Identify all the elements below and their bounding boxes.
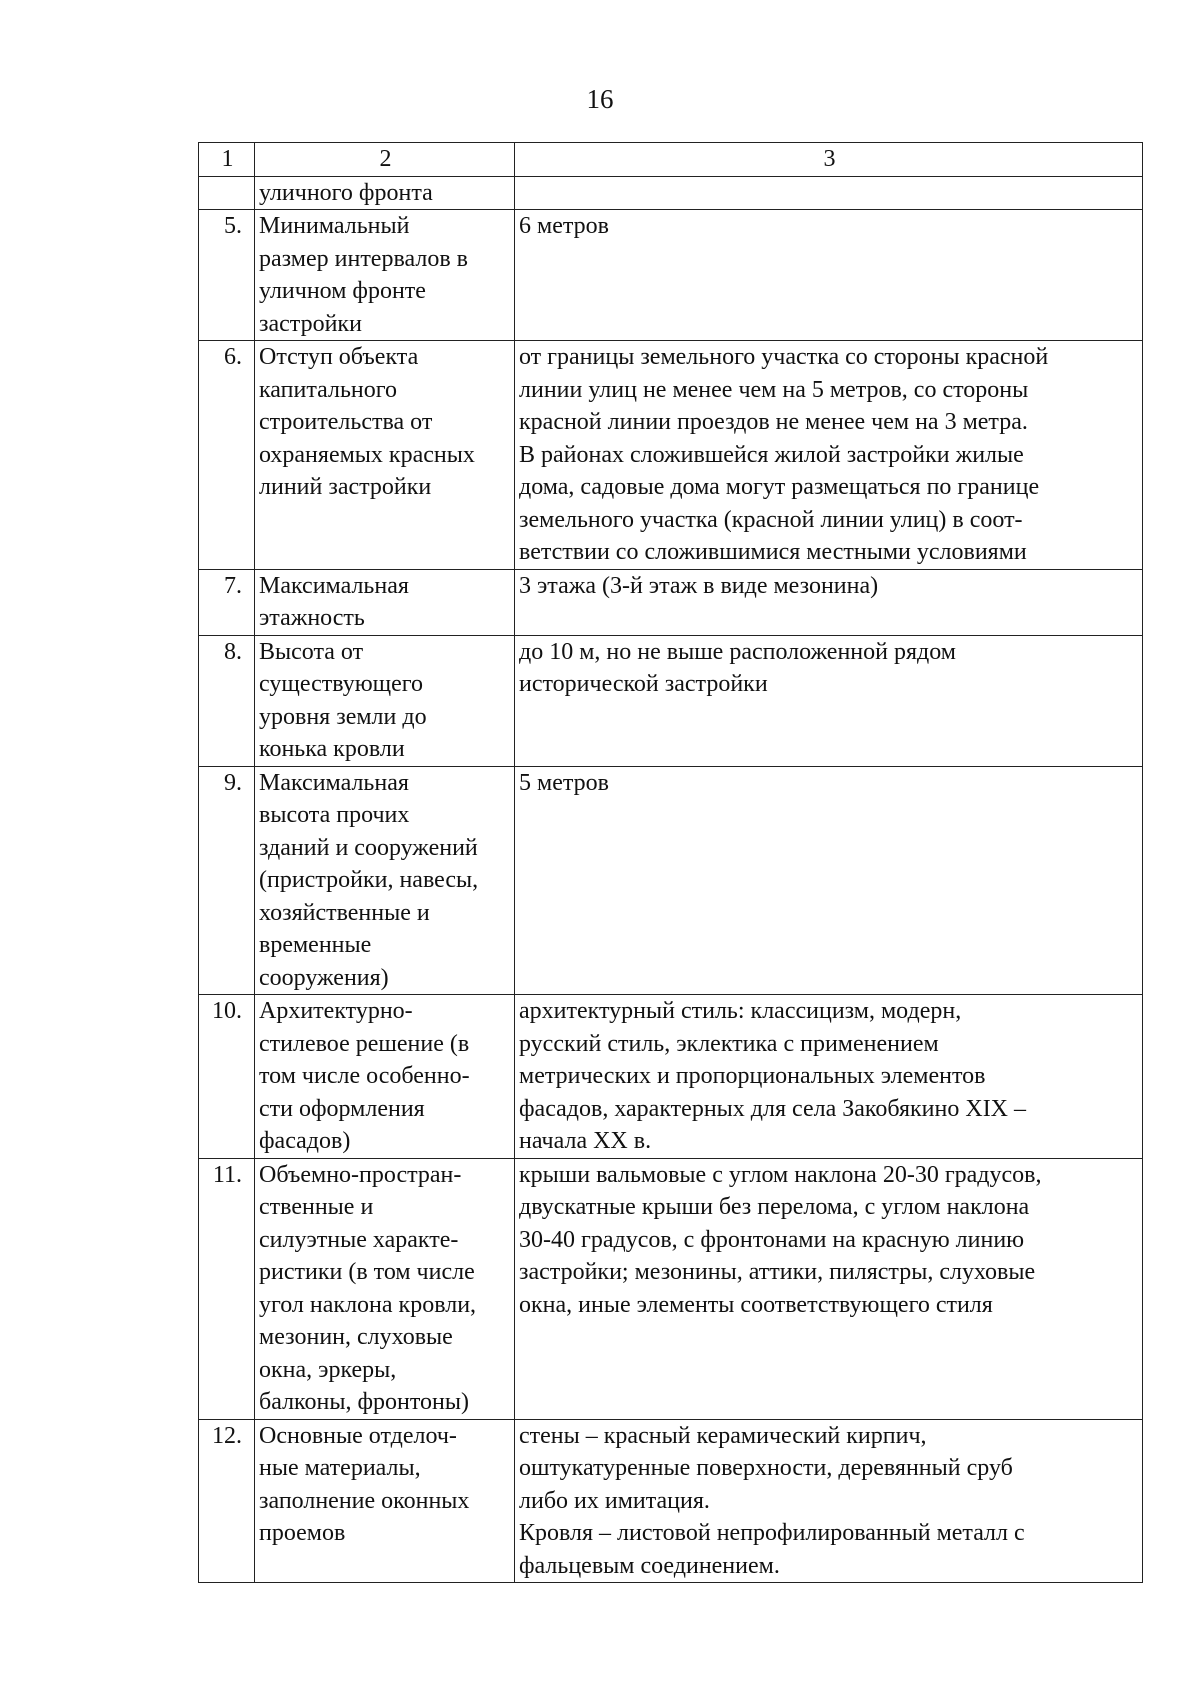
- table-row: [199, 176, 1143, 210]
- header-col-1: 1: [199, 143, 255, 177]
- row-number: 6.: [199, 341, 255, 570]
- row-parameter: Максимальная этажность: [255, 569, 515, 635]
- row-number: 8.: [199, 635, 255, 766]
- row-parameter: Высота от существующего уровня земли до конька кровли: [255, 635, 515, 766]
- header-col-3: 3: [515, 143, 1143, 177]
- row-parameter: Объемно-простран- ственные и силуэтные характе- ристики (в том числе угол наклона кровли, мезонин, слуховые окна, эркеры, балконы, фронтоны): [255, 1158, 515, 1419]
- row-number: [199, 176, 255, 210]
- table-header-row: [199, 143, 1143, 177]
- row-parameter: Основные отделоч- ные материалы, заполнение оконных проемов: [255, 1419, 515, 1583]
- row-value: 3 этажа (3-й этаж в виде мезонина): [515, 569, 1143, 635]
- row-parameter: Максимальная высота прочих зданий и сооружений (пристройки, навесы, хозяйственные и временные сооружения): [255, 766, 515, 995]
- row-value: крыши вальмовые с углом наклона 20-30 градусов, двускатные крыши без перелома, с углом наклона 30-40 градусов, с фронтонами на красную линию застройки; мезонины, аттики, пилястры, слуховые окна, иные элементы соответствующего стиля: [515, 1158, 1143, 1419]
- row-parameter: Архитектурно- стилевое решение (в том числе особенно- сти оформления фасадов): [255, 995, 515, 1159]
- row-value: от границы земельного участка со стороны красной линии улиц не менее чем на 5 метров, со стороны красной линии проездов не менее чем на 3 метра. В районах сложившейся жилой застройки жилые дома, садовые дома могут размещаться по границе земельного участка (красной линии улиц) в соот- ветствии со сложившимися местными условиями: [515, 341, 1143, 570]
- row-number: 5.: [199, 210, 255, 341]
- row-number: 9.: [199, 766, 255, 995]
- regulations-table: [198, 142, 1143, 1583]
- table-row: [199, 341, 1143, 570]
- row-value: до 10 м, но не выше расположенной рядом исторической застройки: [515, 635, 1143, 766]
- table-row: [199, 995, 1143, 1159]
- row-value-paragraph: стены – красный керамический кирпич, оштукатуренные поверхности, деревянный сруб либо их имитация.: [519, 1422, 1013, 1514]
- row-value: 6 метров: [515, 210, 1143, 341]
- table-row: [199, 210, 1143, 341]
- page-number: 16: [586, 84, 614, 114]
- table-row: [199, 1419, 1143, 1583]
- table-row: [199, 569, 1143, 635]
- row-parameter: Отступ объекта капитального строительства от охраняемых красных линий застройки: [255, 341, 515, 570]
- row-value: архитектурный стиль: классицизм, модерн, русский стиль, эклектика с применением метрических и пропорциональных элементов фасадов, характерных для села Закобякино XIX – начала XX в.: [515, 995, 1143, 1159]
- row-parameter: Минимальный размер интервалов в уличном фронте застройки: [255, 210, 515, 341]
- table-row: [199, 1158, 1143, 1419]
- row-number: 10.: [199, 995, 255, 1159]
- row-number: 12.: [199, 1419, 255, 1583]
- row-number: 11.: [199, 1158, 255, 1419]
- table-row: [199, 766, 1143, 995]
- header-col-2: 2: [255, 143, 515, 177]
- row-value: [515, 1419, 1143, 1583]
- table-row: [199, 635, 1143, 766]
- row-value: 5 метров: [515, 766, 1143, 995]
- row-value-paragraph: Кровля – листовой непрофилированный металл с фальцевым соединением.: [519, 1520, 1025, 1579]
- row-value: [515, 176, 1143, 210]
- row-parameter: уличного фронта: [255, 176, 515, 210]
- row-number: 7.: [199, 569, 255, 635]
